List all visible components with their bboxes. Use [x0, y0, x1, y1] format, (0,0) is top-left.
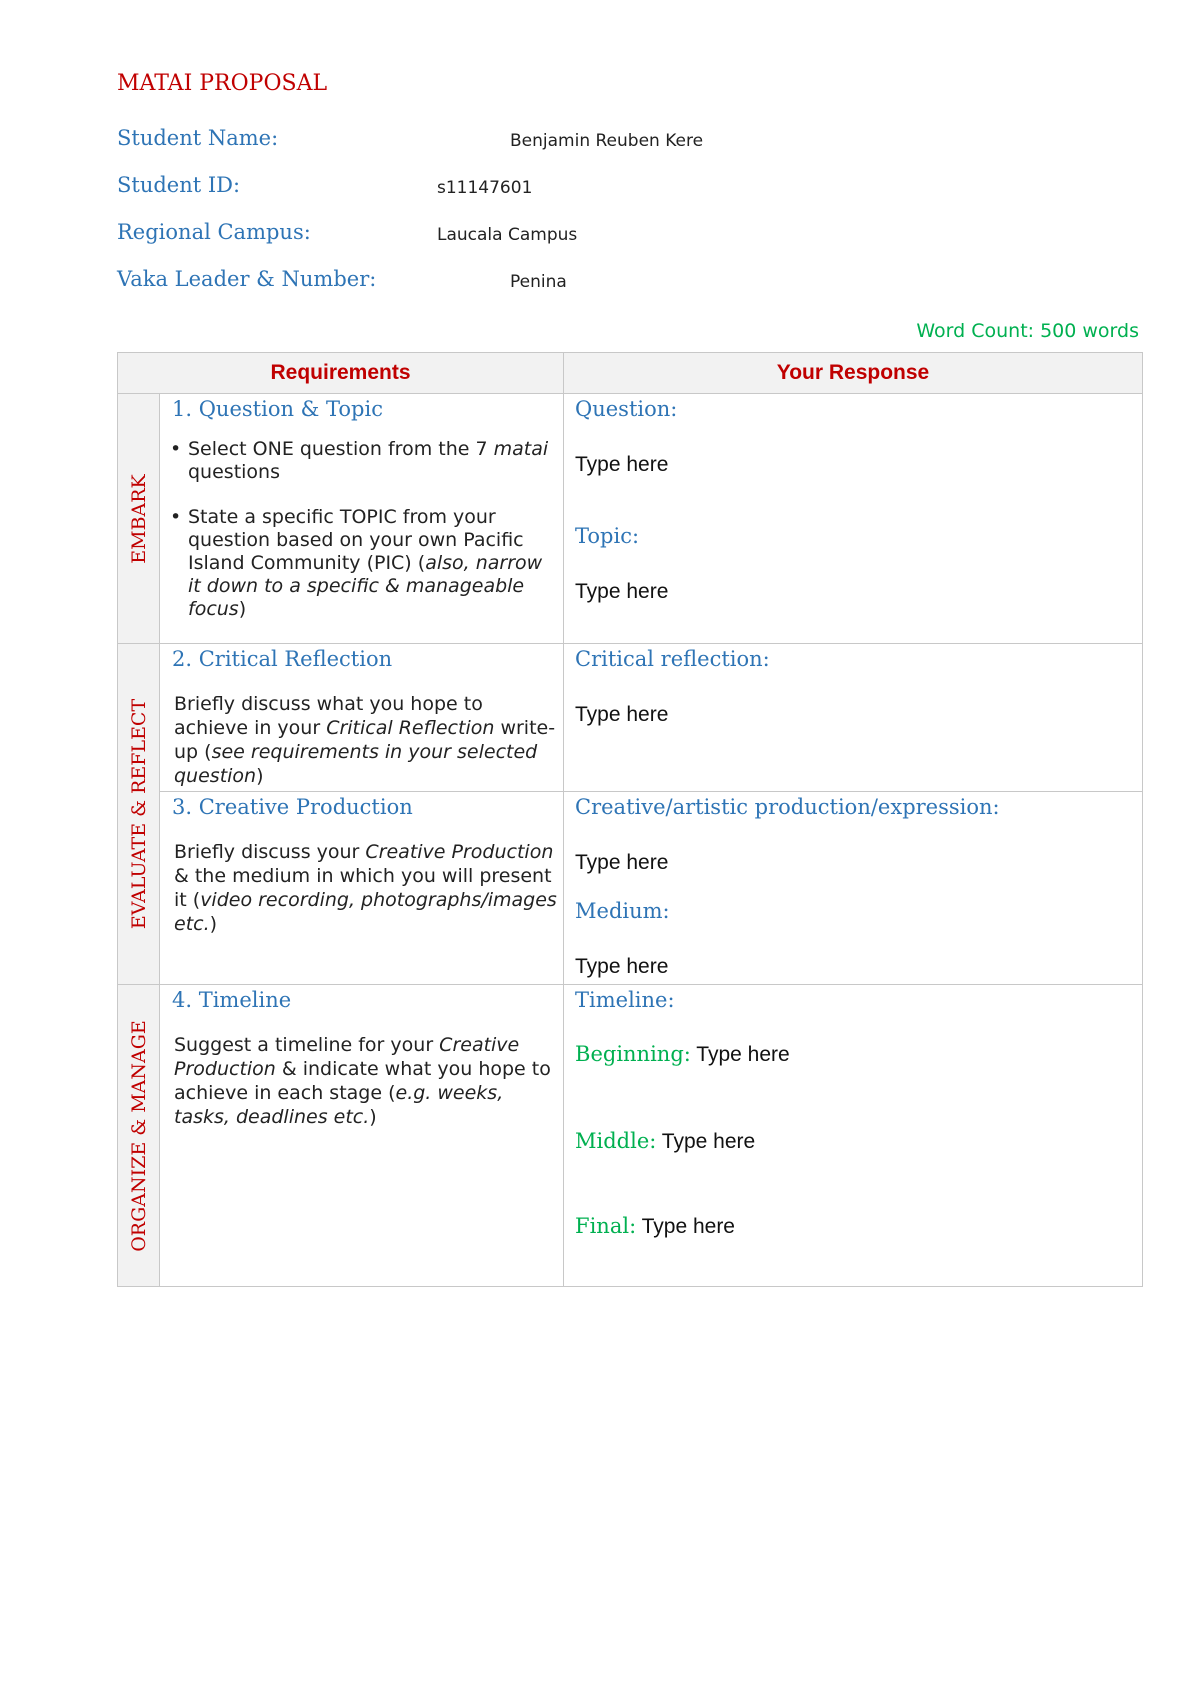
vaka-leader-value[interactable]: Penina — [510, 272, 567, 292]
timeline-requirement — [160, 985, 564, 1287]
critical-reflection-title: 2. Critical Reflection — [172, 647, 393, 671]
timeline-body: Suggest a timeline for your Creative Production & indicate what you hope to achieve in each stage (e.g. weeks, tasks, deadlines etc.) — [174, 1034, 551, 1128]
question-topic-response — [564, 394, 1143, 644]
medium-response-label: Medium: — [575, 899, 670, 923]
final-label: Final: — [575, 1214, 637, 1238]
student-name-value[interactable]: Benjamin Reuben Kere — [510, 131, 704, 151]
bullet-icon: • — [170, 506, 182, 528]
student-name-label: Student Name: — [117, 126, 279, 150]
section-embark — [118, 394, 160, 644]
question-response-input[interactable]: Type here — [575, 453, 669, 476]
critical-reflection-response-label: Critical reflection: — [575, 647, 770, 671]
final-input[interactable]: Type here — [636, 1215, 735, 1238]
timeline-response-label: Timeline: — [575, 988, 675, 1012]
requirements-header: Requirements — [118, 353, 564, 394]
bullet-icon: • — [170, 438, 182, 460]
response-header: Your Response — [564, 353, 1143, 394]
question-topic-title: 1. Question & Topic — [172, 397, 383, 421]
creative-production-requirement — [160, 792, 564, 985]
critical-reflection-requirement — [160, 644, 564, 792]
creative-production-response-label: Creative/artistic production/expression: — [575, 795, 1000, 819]
section-evaluate — [118, 644, 160, 985]
question-topic-bullets — [166, 438, 559, 621]
middle-label: Middle: — [575, 1129, 657, 1153]
timeline-beginning — [575, 1041, 1142, 1070]
list-item: • State a specific TOPIC from your question based on your own Pacific Island Community (PIC) (also, narrow it down to a specific & manageable focus) — [170, 506, 543, 620]
creative-production-body: Briefly discuss your Creative Production & the medium in which you will present it (video recording, photographs/images etc.) — [174, 841, 557, 935]
beginning-input[interactable]: Type here — [690, 1043, 790, 1066]
section-organize — [118, 985, 160, 1287]
middle-input[interactable]: Type here — [656, 1130, 756, 1153]
critical-reflection-input[interactable]: Type here — [575, 703, 669, 726]
section-organize-label: ORGANIZE & MANAGE — [127, 1019, 150, 1252]
list-item: • Select ONE question from the 7 matai questions — [170, 438, 549, 483]
creative-production-title: 3. Creative Production — [172, 795, 413, 819]
creative-production-input[interactable]: Type here — [575, 851, 669, 874]
critical-reflection-response — [564, 644, 1143, 792]
topic-response-label: Topic: — [575, 524, 640, 548]
student-id-value[interactable]: s11147601 — [437, 178, 533, 198]
section-embark-label: EMBARK — [127, 473, 150, 564]
requirements-table — [117, 352, 1143, 1287]
student-id-label: Student ID: — [117, 173, 241, 197]
vaka-leader-label: Vaka Leader & Number: — [117, 267, 377, 291]
topic-response-input[interactable]: Type here — [575, 580, 669, 603]
beginning-label: Beginning: — [575, 1042, 691, 1066]
question-response-label: Question: — [575, 397, 678, 421]
creative-production-response — [564, 792, 1143, 985]
critical-reflection-body: Briefly discuss what you hope to achieve in your Critical Reflection write-up (see requirements in your selected question) — [174, 693, 556, 787]
word-count: Word Count: 500 words — [916, 320, 1139, 342]
medium-input[interactable]: Type here — [575, 955, 669, 978]
timeline-title: 4. Timeline — [172, 988, 292, 1012]
section-evaluate-label: EVALUATE & REFLECT — [127, 698, 150, 930]
timeline-response — [564, 985, 1143, 1287]
document-title: MATAI PROPOSAL — [117, 71, 328, 96]
regional-campus-value[interactable]: Laucala Campus — [437, 225, 578, 245]
timeline-middle — [575, 1128, 1142, 1157]
question-topic-requirement — [160, 394, 564, 644]
timeline-final — [575, 1213, 1142, 1242]
regional-campus-label: Regional Campus: — [117, 220, 311, 244]
